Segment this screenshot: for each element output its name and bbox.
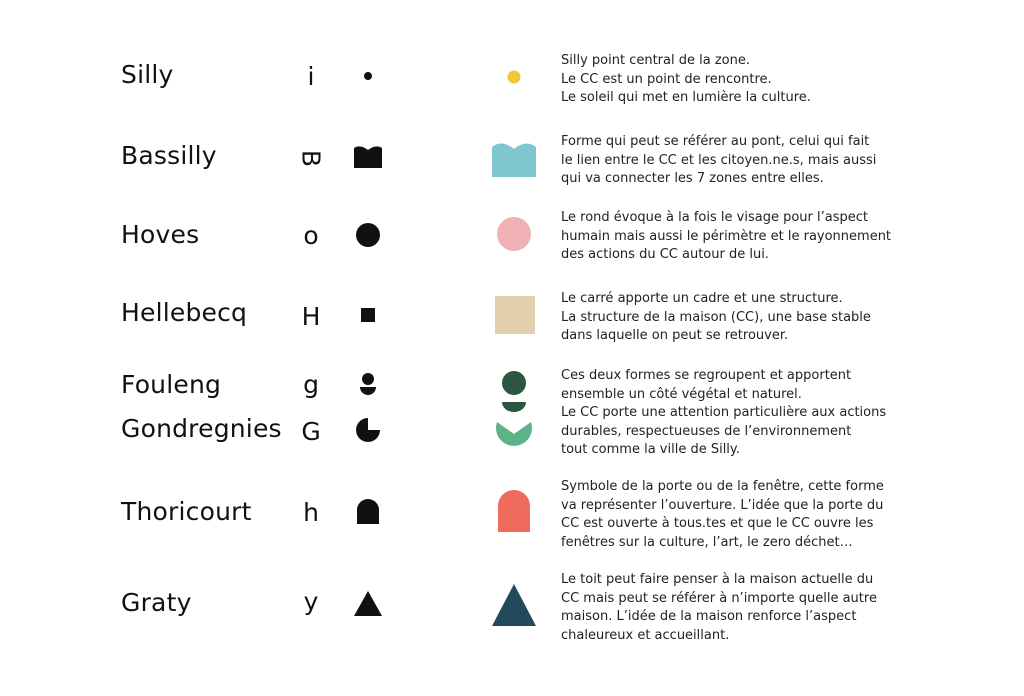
glyph-hellebecq: H bbox=[301, 302, 321, 331]
name-gondregnies: Gondregnies bbox=[121, 414, 282, 443]
name-hoves: Hoves bbox=[121, 220, 200, 249]
description-thoricourt: Symbole de la porte ou de la fenêtre, cette forme va représenter l’ouverture. L’idée que la porte du CC est ouverte à tous.tes et que le CC ouvre les fenêtres sur la culture, l’art, le zero déchet… bbox=[561, 479, 884, 550]
name-silly: Silly bbox=[121, 60, 174, 89]
description-bassilly: Forme qui peut se référer au pont, celui qui fait le lien entre le CC et les citoyen.ne.s, mais aussi qui va connecter les 7 zones entre elles. bbox=[561, 134, 877, 186]
glyph-graty: y bbox=[303, 587, 319, 616]
glyph-gondregnies: G bbox=[301, 417, 321, 446]
head-bowl-icon bbox=[350, 370, 386, 400]
name-hellebecq: Hellebecq bbox=[121, 298, 248, 327]
circle-icon bbox=[350, 220, 386, 250]
description-hoves: Le rond évoque à la fois le visage pour l’aspect humain mais aussi le périmètre et le rayonnement des actions du CC autour de lui. bbox=[561, 210, 892, 262]
beige-square-shape bbox=[488, 289, 540, 341]
pink-circle-shape bbox=[488, 208, 540, 260]
glyph-thoricourt: h bbox=[303, 498, 319, 527]
name-thoricourt: Thoricourt bbox=[121, 497, 252, 526]
dot-icon bbox=[350, 62, 386, 92]
yellow-dot-shape bbox=[488, 51, 540, 103]
name-graty: Graty bbox=[121, 588, 192, 617]
name-bassilly: Bassilly bbox=[121, 141, 217, 170]
navy-triangle-shape bbox=[488, 580, 540, 632]
glyph-bassilly: B bbox=[296, 149, 326, 168]
description-fouleng-gondregnies: Ces deux formes se regroupent et apportent ensemble un côté végétal et naturel. Le CC porte une attention particulière aux actions durables, respectueuses de l’environnement tout comme la ville de Silly. bbox=[561, 368, 887, 457]
coral-arch-shape bbox=[488, 486, 540, 538]
square-icon bbox=[350, 300, 386, 330]
teal-bridge-shape bbox=[488, 133, 540, 185]
glyph-silly: i bbox=[307, 62, 315, 91]
description-graty: Le toit peut faire penser à la maison actuelle du CC mais peut se référer à n’importe quelle autre maison. L’idée de la maison renforce l’aspect chaleureux et accueillant. bbox=[561, 572, 877, 643]
name-fouleng: Fouleng bbox=[121, 370, 222, 399]
description-silly: Silly point central de la zone. Le CC est un point de rencontre. Le soleil qui met en lumière la culture. bbox=[561, 53, 811, 105]
arch-icon bbox=[350, 497, 386, 527]
description-hellebecq: Le carré apporte un cadre et une structure. La structure de la maison (CC), une base stable dans laquelle on peut se retrouver. bbox=[561, 291, 871, 343]
lightgreen-pacman-shape bbox=[488, 414, 540, 454]
triangle-icon bbox=[350, 588, 386, 618]
bridge-icon bbox=[350, 142, 386, 172]
glyph-hoves: o bbox=[303, 221, 319, 250]
green-semicircles-shape bbox=[488, 366, 540, 416]
glyph-fouleng: g bbox=[303, 370, 319, 399]
pacman-icon bbox=[350, 416, 386, 446]
